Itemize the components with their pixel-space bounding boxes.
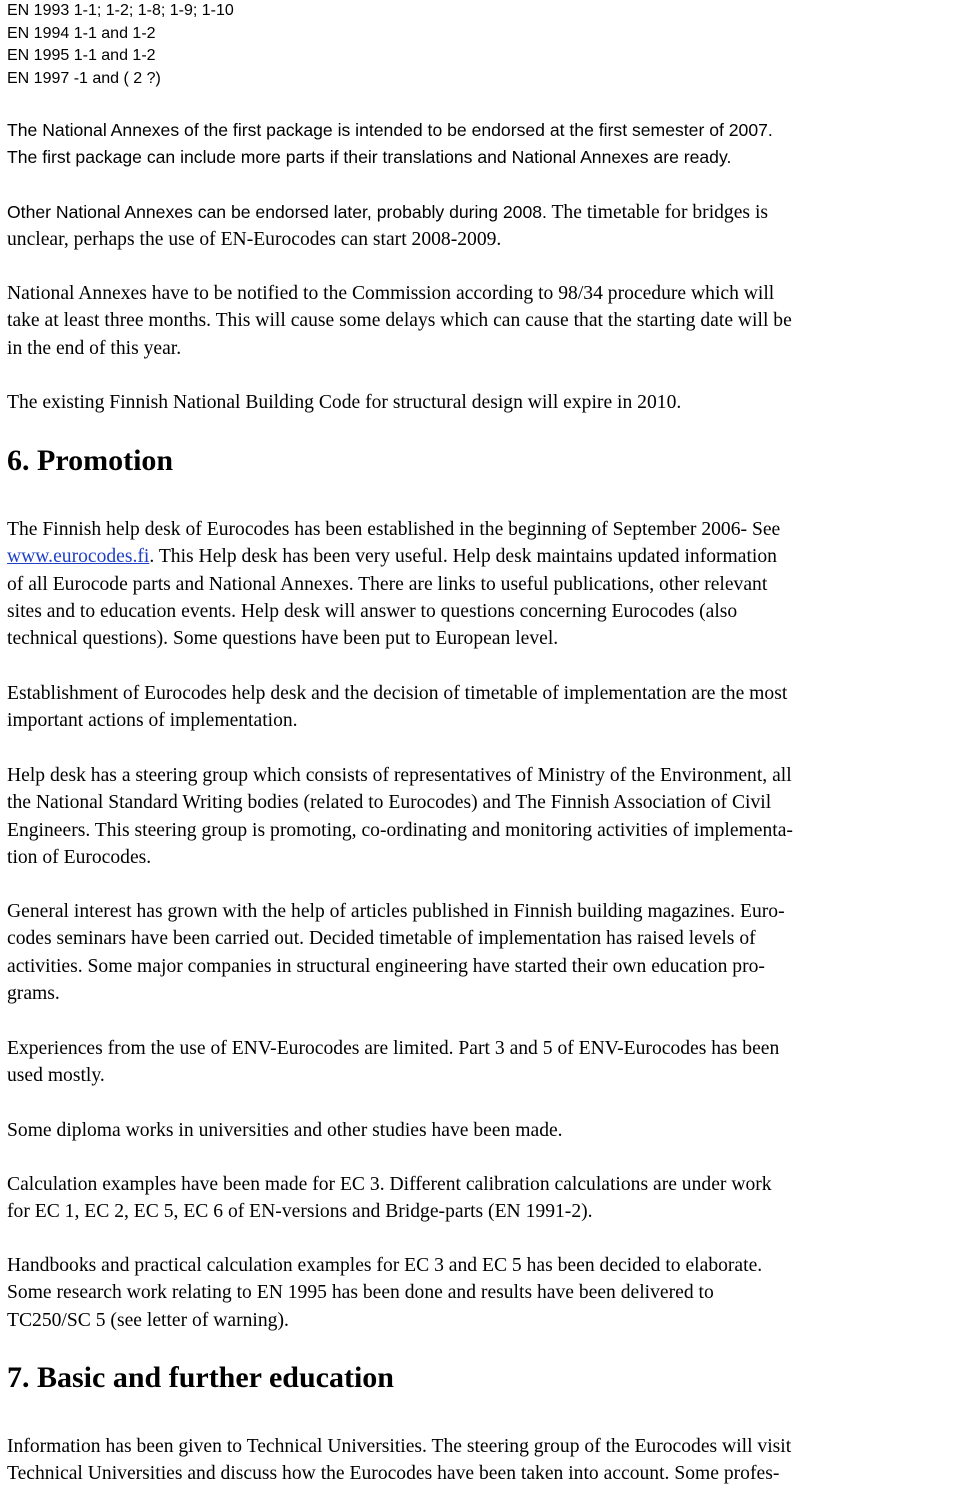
promotion-paragraph-7: Calculation examples have been made for EC 3. Different calibration calculations are under work for EC 1, EC 2, EC 5, EC 6 of EN-versions and Bridge-parts (EN 1991-2).	[7, 1174, 772, 1223]
standards-list-item: EN 1993 1-1; 1-2; 1-8; 1-9; 1-10	[7, 2, 234, 19]
intro-paragraph-4: The existing Finnish National Building Code for structural design will expire in 2010.	[7, 392, 682, 413]
intro-paragraph-2: Other National Annexes can be endorsed later, probably during 2008. The timetable for bridges is unclear, perhaps the use of EN-Eurocodes can start 2008-2009.	[7, 202, 769, 251]
section-heading-education: 7. Basic and further education	[7, 1361, 394, 1394]
promotion-paragraph-5: Experiences from the use of ENV-Eurocodes are limited. Part 3 and 5 of ENV-Eurocodes has been used mostly.	[7, 1038, 780, 1087]
standards-list-item: EN 1994 1-1 and 1-2	[7, 24, 156, 42]
promotion-paragraph-1: The Finnish help desk of Eurocodes has been established in the beginning of September 2006- See www.eurocodes.fi. This Help desk has been very useful. Help desk maintains updated information of all Eurocode parts and National Annexes. There are links to useful publications, other relevant sites and to education events. Help desk will answer to questions concerning Eurocodes (also technical questions). Some questions have been put to European level.	[7, 519, 781, 650]
education-paragraph-1: Information has been given to Technical Universities. The steering group of the Eurocodes will visit Technical Universities and discuss how the Eurocodes have been taken into account. Some profes-	[7, 1436, 792, 1485]
standards-list-item: EN 1995 1-1 and 1-2	[7, 47, 156, 64]
eurocodes-link[interactable]: www.eurocodes.fi	[7, 546, 150, 568]
promotion-paragraph-6: Some diploma works in universities and other studies have been made.	[7, 1120, 563, 1141]
intro-paragraph-1: The National Annexes of the first package is intended to be endorsed at the first semester of 2007. The first package can include more parts if their translations and National Annexes are ready.	[7, 120, 773, 168]
standards-list-item: EN 1997 -1 and ( 2 ?)	[7, 69, 161, 87]
standards-list	[7, 0, 234, 90]
section-heading-promotion: 6. Promotion	[7, 444, 174, 477]
promotion-paragraph-3: Help desk has a steering group which consists of representatives of Ministry of the Environment, all the National Standard Writing bodies (related to Eurocodes) and The Finnish Association of Civil Engineers. This steering group is promoting, co-ordinating and monitoring activities of implementa- tion of Eurocodes.	[7, 765, 793, 868]
promotion-paragraph-4: General interest has grown with the help of articles published in Finnish building magazines. Euro- codes seminars have been carried out. Decided timetable of implementation has raised levels of activities. Some major companies in structural engineering have started their own education pro- grams.	[7, 901, 785, 1004]
promotion-paragraph-2: Establishment of Eurocodes help desk and the decision of timetable of implementation are the most important actions of implementation.	[7, 683, 788, 732]
promotion-paragraph-8: Handbooks and practical calculation examples for EC 3 and EC 5 has been decided to elaborate. Some research work relating to EN 1995 has been done and results have been delivered to TC250/SC 5 (see letter of warning).	[7, 1255, 763, 1331]
intro-paragraph-3: National Annexes have to be notified to the Commission according to 98/34 procedure which will take at least three months. This will cause some delays which can cause that the starting date will be in the end of this year.	[7, 283, 792, 359]
